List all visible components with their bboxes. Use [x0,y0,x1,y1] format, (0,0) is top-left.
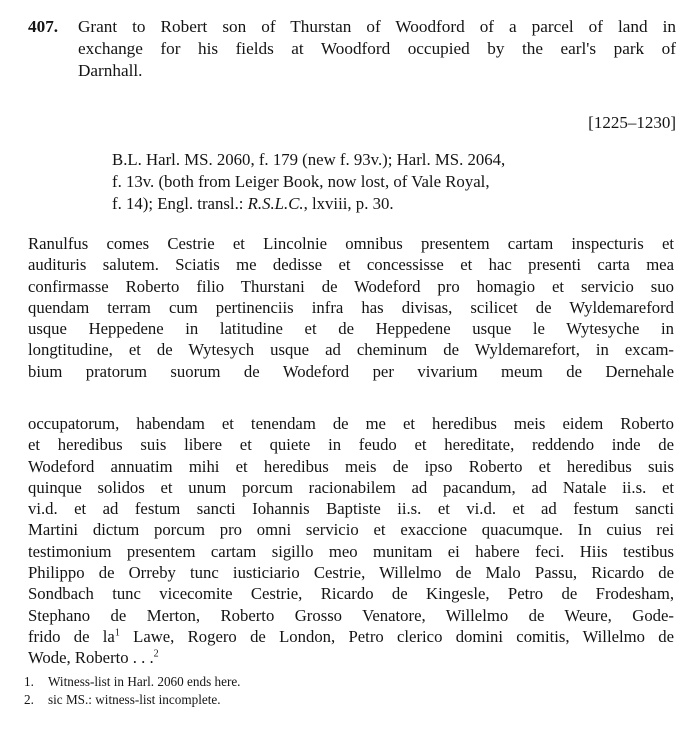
text-line: Wodeford annuatim mihi et heredibus meis de ipso Roberto et heredibus suis [28,456,674,476]
entry-date: [1225–1230] [588,113,676,132]
text-line: occupatorum, habendam et tenendam de me et heredibus meis eidem Roberto [28,414,674,433]
text-line: Philippo de Orreby tunc iusticiario Cestrie, Willelmo de Malo Passu, Ricardo de [28,563,674,583]
text-line: quinque solidos et unum porcum racionabilem ad pacandum, ad Natale ii.s. et [28,477,674,497]
charter-text-paragraph-1 [28,233,674,382]
title-line: Darnhall. [78,61,143,80]
footnote-marker: 1 [114,627,120,639]
text-line: et heredibus suis libere et quiete in feudo et hereditate, reddendo inde de [28,435,674,455]
entry-title [78,16,676,82]
source-line: B.L. Harl. MS. 2060, f. 179 (new f. 93v.); Harl. MS. 2064, [112,150,506,169]
title-line: exchange for his fields at Woodford occupied by the earl's park of [78,39,676,58]
text-line [28,626,674,647]
footnote-marker: 2 [153,648,159,660]
text-line: Martini dictum porcum pro omni servicio et exaccione quacumque. In cuius rei [28,520,674,540]
source-line [112,193,572,215]
text-line: usque Heppedene in latitudine et de Heppedene usque le Wytesyche in [28,319,674,339]
footnote-text: Witness-list in Harl. 2060 ends here. [48,674,241,689]
footnote-text: sic MS.: witness-list incomplete. [48,692,221,707]
text-line [28,647,674,668]
source-text: f. 14); Engl. transl.: [112,194,248,213]
charter-text-paragraph-2 [28,413,674,669]
text-segment: Wode, Roberto . . . [28,648,154,668]
source-italic-ref: R.S.L.C. [247,194,304,213]
footnote-number: 1. [24,674,34,689]
text-line: vi.d. et ad festum sancti Iohannis Baptiste ii.s. et vi.d. et ad festum sancti [28,499,674,519]
footnote-number: 2. [24,692,34,707]
title-line: Grant to Robert son of Thurstan of Woodford of a parcel of land in [78,17,676,36]
source-text: , lxviii, p. 30. [303,194,394,213]
text-line: Sondbach tunc vicecomite Cestrie, Ricardo de Kingesle, Petro de Frodesham, [28,584,674,604]
text-segment: frido de la [28,626,115,646]
text-line: testimonium presentem cartam sigillo meo munitam ei habere feci. Hiis testibus [28,541,674,561]
text-line: confirmasse Roberto filio Thurstani de Wodeford pro homagio et servicio suo [28,276,674,296]
footnote [24,691,624,709]
text-line: Ranulfus comes Cestrie et Lincolnie omnibus presentem cartam inspecturis et [28,234,674,253]
entry-number: 407. [28,17,59,36]
text-line: audituris salutem. Sciatis me dedisse et concessisse et hac presenti carta mea [28,255,674,275]
text-line: Stephano de Merton, Roberto Grosso Venatore, Willelmo de Weure, Gode- [28,605,674,625]
text-line: bium pratorum suorum de Wodeford per vivarium meum de Dernehale [28,361,674,381]
source-line: f. 13v. (both from Leiger Book, now lost, of Vale Royal, [112,172,490,191]
text-line: quendam terram cum pertinenciis infra has divisas, scilicet de Wyldemareford [28,297,674,317]
footnote [24,673,624,691]
source-references [112,149,572,215]
text-line: longtitudine, et de Wytesych usque ad cheminum de Wyldemarefort, in excam- [28,340,674,360]
text-segment: Lawe, Rogero de London, Petro clerico domini comitis, Willelmo de [119,626,674,646]
